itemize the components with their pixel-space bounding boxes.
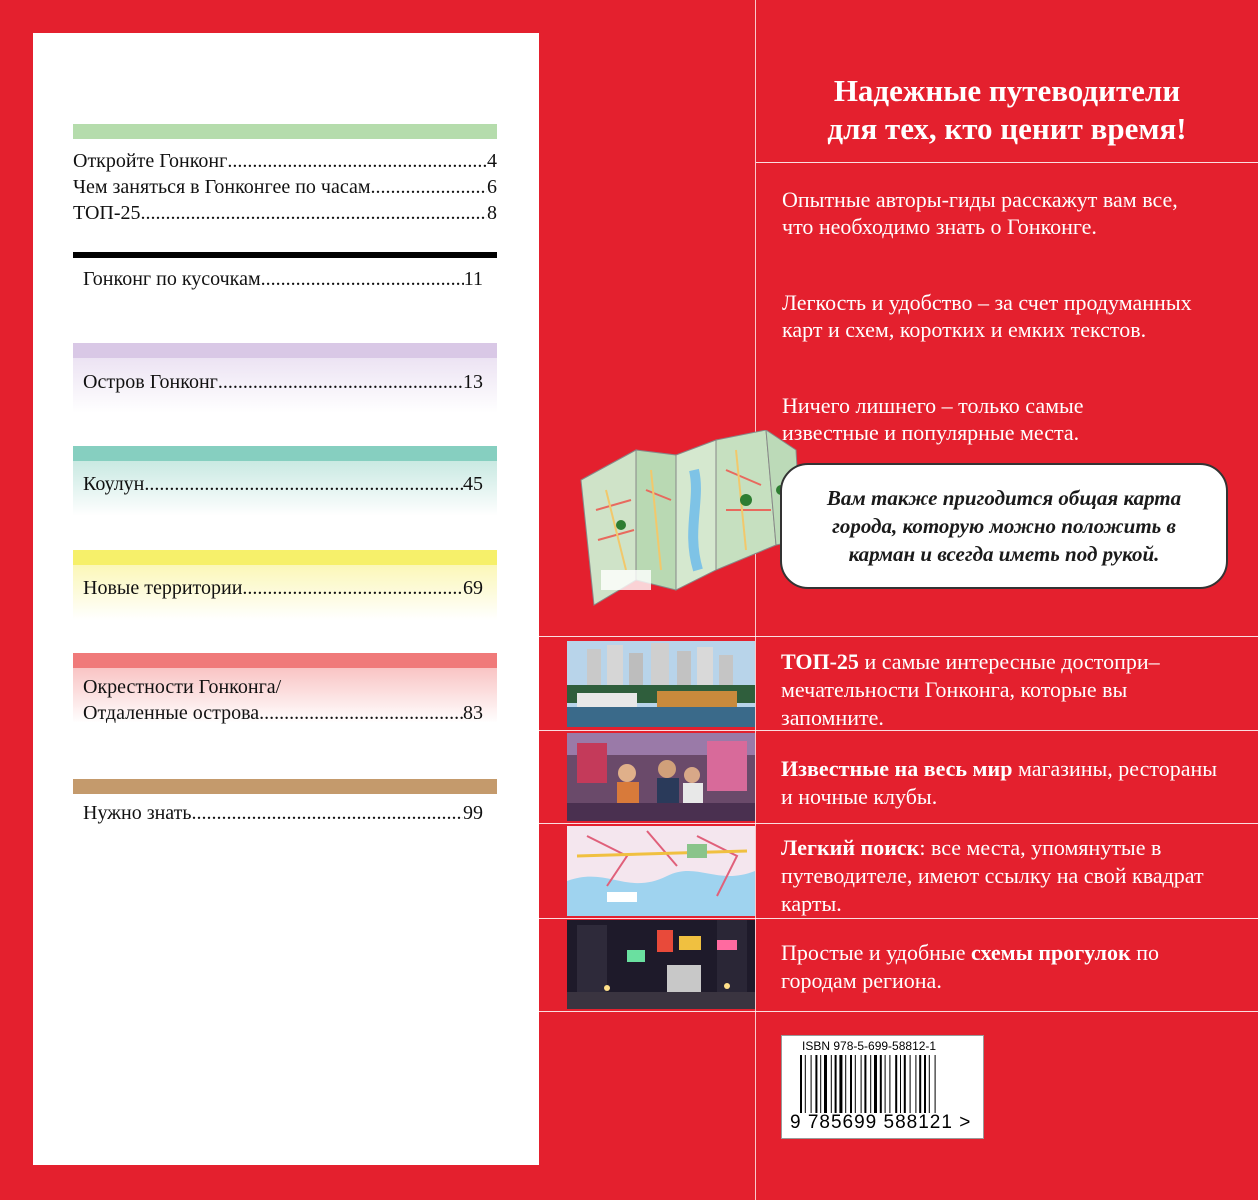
toc-entry-page: 13	[463, 371, 483, 393]
feature-easy-search	[781, 834, 1221, 918]
toc-entry-title: Чем заняться в Гонконгее по часам	[73, 176, 371, 198]
table-of-contents-panel	[33, 33, 539, 1165]
toc-section-hk-island	[73, 343, 497, 395]
toc-entry-title: Откройте Гонконг	[73, 150, 228, 172]
night-street-photo	[567, 920, 755, 1009]
feature-top25-highlight: ТОП-25	[781, 649, 859, 674]
toc-section-outskirts	[73, 653, 497, 726]
feature-shopping	[781, 755, 1221, 811]
toc-section-bar	[73, 779, 497, 794]
toc-entry-page: 99	[463, 802, 483, 824]
feature-walking-routes-pre: Простые и удобные	[781, 940, 971, 965]
divider	[539, 918, 1258, 919]
divider	[539, 636, 1258, 637]
toc-section-intro	[73, 124, 497, 226]
toc-entry[interactable]	[73, 148, 497, 174]
map-callout-bubble	[780, 463, 1228, 589]
toc-section-bar	[73, 124, 497, 139]
toc-entry[interactable]	[73, 700, 497, 726]
feature-walking-routes	[781, 939, 1221, 995]
toc-section-kowloon	[73, 446, 497, 497]
feature-top25	[781, 648, 1221, 732]
barcode-digits: 9 785699 588121 >	[790, 1112, 972, 1133]
toc-entry-title: Коулун	[83, 473, 145, 495]
toc-entry[interactable]	[73, 471, 497, 497]
map-callout-text: Вам также пригодится общая карта города, которую можно положить в карман и всегда иметь под рукой.	[826, 486, 1182, 566]
harbor-photo	[567, 641, 755, 727]
toc-entry-title: Гонконг по кусочкам	[83, 268, 261, 290]
cover-tagline	[756, 72, 1258, 148]
toc-entry[interactable]	[73, 369, 497, 395]
toc-entry[interactable]	[73, 200, 497, 226]
toc-entry-title: Новые территории	[83, 577, 243, 599]
feature-top25-text: и самые интересные достопри–мечательности Гонконга, которые вы запомните.	[781, 649, 1160, 730]
feature-shopping-highlight: Известные на весь мир	[781, 756, 1013, 781]
feature-easy-search-text: : все места, упомянутые в путеводителе, имеют ссылку на свой квадрат карты.	[781, 835, 1204, 916]
feature-shopping-text: магазины, рестораны и ночные клубы.	[781, 756, 1218, 809]
toc-entry-page: 4	[487, 150, 497, 172]
toc-entry[interactable]	[73, 800, 497, 826]
tagline-line-2: для тех, кто ценит время!	[827, 111, 1187, 146]
promo-paragraph-convenience: Легкость и удобство – за счет продуманных карт и схем, коротких и емких текстов.	[782, 290, 1192, 342]
market-photo	[567, 733, 755, 821]
isbn-barcode	[781, 1035, 984, 1139]
toc-entry-title: Нужно знать	[83, 802, 192, 824]
toc-entry-page: 6	[487, 176, 497, 198]
promo-paragraph-authors: Опытные авторы-гиды расскажут вам все, что необходимо знать о Гонконге.	[782, 187, 1178, 239]
toc-entry-title: ТОП-25	[73, 202, 141, 224]
barcode-bars	[800, 1055, 970, 1113]
toc-section-new-territories	[73, 550, 497, 601]
toc-entry[interactable]	[73, 266, 497, 292]
city-map-photo	[567, 826, 755, 916]
toc-entry-title: Остров Гонконг	[83, 371, 218, 393]
feature-easy-search-highlight: Легкий поиск	[781, 835, 920, 860]
feature-walking-routes-text: по городам региона.	[781, 940, 1159, 993]
toc-entry[interactable]	[73, 674, 497, 700]
toc-entry-title: Окрестности Гонконга/	[83, 676, 282, 698]
toc-entry-page: 8	[487, 202, 497, 224]
toc-section-pieces	[73, 252, 497, 292]
toc-entry-page: 69	[463, 577, 483, 599]
toc-section-bar	[73, 550, 497, 565]
toc-entry[interactable]	[73, 575, 497, 601]
folded-map-image	[576, 430, 806, 610]
toc-section-need-to-know	[73, 779, 497, 826]
promo-paragraph-essentials: Ничего лишнего – только самые известные и популярные места.	[782, 393, 1084, 445]
toc-entry-page: 11	[463, 268, 483, 290]
toc-entry[interactable]	[73, 174, 497, 200]
tagline-line-1: Надежные путеводители	[833, 73, 1181, 108]
divider	[539, 823, 1258, 824]
isbn-number: ISBN 978-5-699-58812-1	[802, 1039, 937, 1053]
toc-section-bar	[73, 653, 497, 668]
toc-entry-page: 83	[463, 702, 483, 724]
divider	[756, 162, 1258, 163]
toc-section-bar	[73, 446, 497, 461]
toc-section-bar	[73, 343, 497, 358]
divider	[539, 1011, 1258, 1012]
feature-walking-routes-highlight: схемы прогулок	[970, 940, 1131, 965]
toc-entry-page: 45	[463, 473, 483, 495]
toc-entry-title: Отдаленные острова	[83, 702, 260, 724]
